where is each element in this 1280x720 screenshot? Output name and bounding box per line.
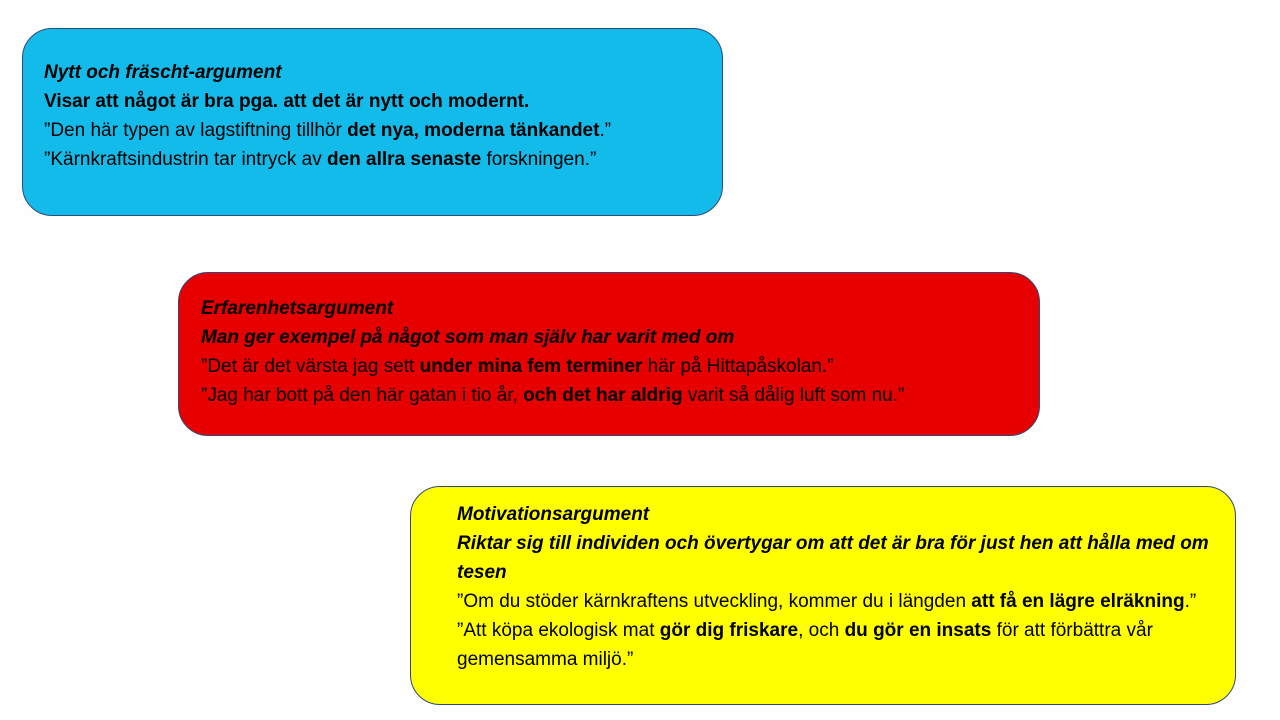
nytt-example-1: ”Den här typen av lagstiftning tillhör det nya, moderna tänkandet.”	[44, 120, 612, 141]
motivation-example-1: ”Om du stöder kärnkraftens utveckling, kommer du i längden att få en lägre elräkning.”	[457, 591, 1197, 612]
nytt-title: Nytt och fräscht-argument	[44, 62, 282, 83]
erfarenhet-description: Man ger exempel på något som man själv har varit med om	[201, 327, 735, 348]
erfarenhet-title: Erfarenhetsargument	[201, 298, 394, 319]
erfarenhet-example-1: ”Det är det värsta jag sett under mina fem terminer här på Hittapåskolan.”	[201, 356, 834, 377]
nytt-description: Visar att något är bra pga. att det är nytt och modernt.	[44, 91, 530, 112]
nytt-och-fraescht-box	[22, 28, 723, 216]
motivation-box	[410, 486, 1236, 705]
nytt-example-2: ”Kärnkraftsindustrin tar intryck av den allra senaste forskningen.”	[44, 149, 597, 170]
motivation-example-2: ”Att köpa ekologisk mat gör dig friskare, och du gör en insats för att förbättra vår gemensamma miljö.”	[457, 620, 1153, 670]
erfarenhet-box	[178, 272, 1040, 436]
erfarenhet-example-2: ”Jag har bott på den här gatan i tio år, och det har aldrig varit så dålig luft som nu.”	[201, 385, 905, 406]
motivation-description: Riktar sig till individen och övertygar om att det är bra för just hen att hålla med om tesen	[457, 533, 1209, 583]
motivation-title: Motivationsargument	[457, 504, 650, 525]
